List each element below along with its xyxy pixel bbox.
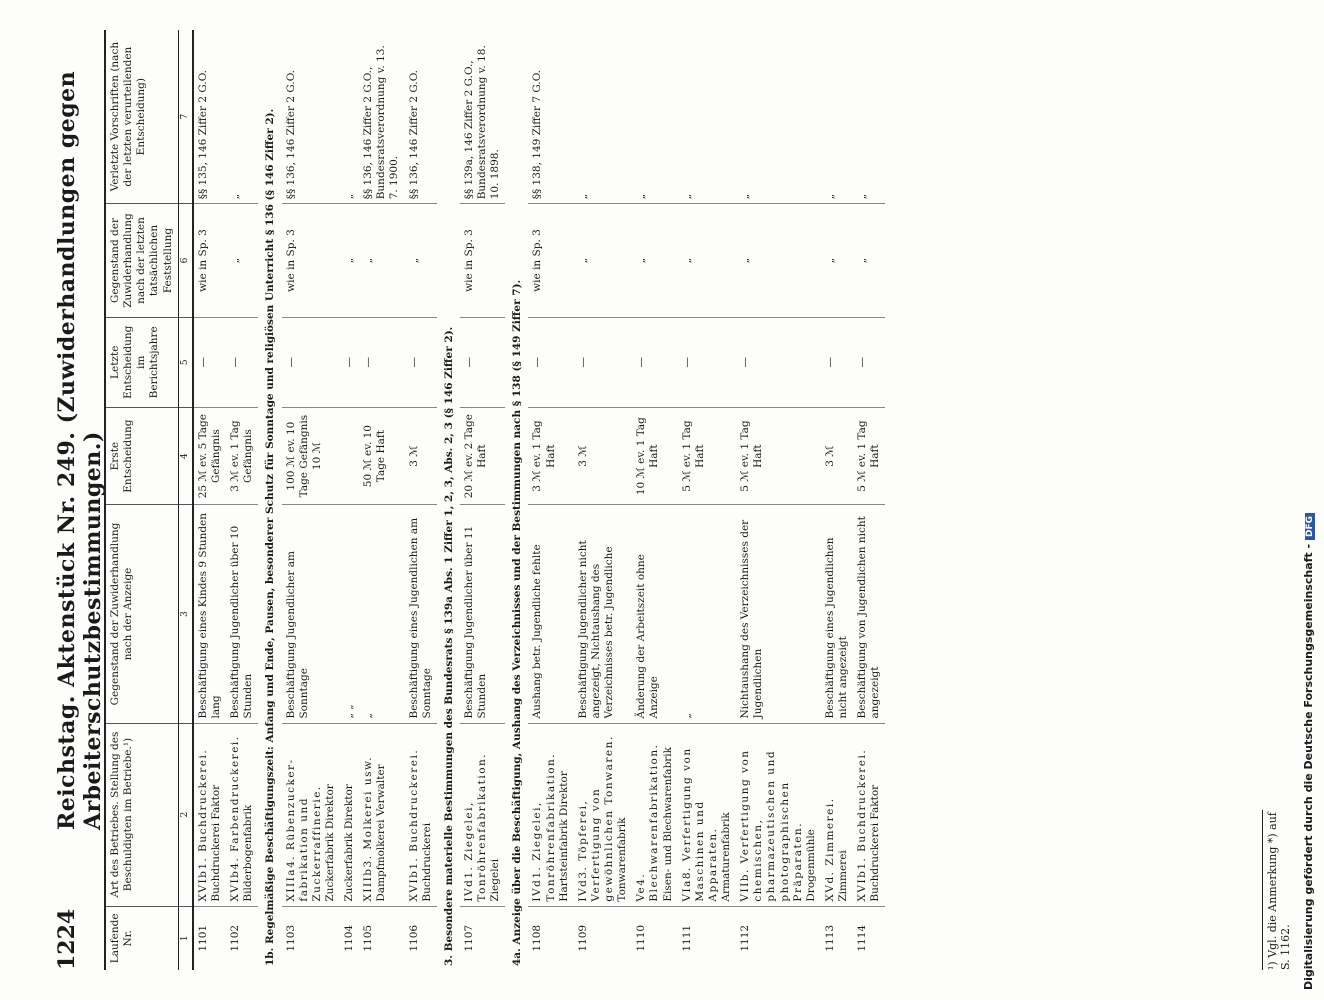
section-heading-row [505,30,528,970]
industry-group: XVIb1. Buchdruckerei. [196,748,209,902]
cell-vorschr: „ [736,30,821,204]
cell-nr: 1114 [856,924,869,952]
cell-letzte: — [359,317,404,407]
col-number: 3 [178,505,193,723]
cell-nr: 1113 [823,924,836,952]
page-number: 1224 [54,908,80,970]
table-row [574,30,633,970]
col-header-vorschr: Verletzte Vorschriften (nach der letzten verurteilenden Entscheidung) [105,30,178,204]
cell-art [853,723,885,906]
col-header-nr: Laufende Nr. [105,906,178,970]
table-row [282,30,341,970]
cell-festst: „ [359,204,404,317]
cell-letzte: — [853,317,885,407]
violations-table [104,30,885,970]
table-body [193,30,886,970]
cell-erste: 25 ℳ ev. 5 Tage Gefängnis [193,407,226,505]
cell-vorschr: „ [821,30,853,204]
cell-nr: 1111 [680,924,693,952]
section-heading: 1b. Regelmäßige Beschäftigungszeit: Anfang und Ende, Pausen, besonderer Schutz für Sonntage und religiösen Unterricht § 136 (§ 146 Ziffer 2). [264,108,277,966]
page-title: Reichstag. Aktenstück Nr. 249. (Zuwiderhandlungen gegen Arbeiterschutzbestimmungen.) [54,70,106,830]
cell-festst: „ [405,204,437,317]
business-type: Dampfmolkerei Verwalter [375,764,388,902]
table-row [632,30,677,970]
cell-art [736,723,821,906]
cell-erste: 3 ℳ [405,407,437,505]
cell-gegenstand: Beschäftigung von Jugendlichen nicht angezeigt [853,505,885,723]
cell-vorschr: §§ 136, 146 Ziffer 2 G.O. [405,30,437,204]
business-type: Tonwarenfabrik [616,817,629,902]
cell-letzte: — [821,317,853,407]
cell-vorschr: „ [853,30,885,204]
business-type: Drogenmühle [804,829,817,902]
cell-festst: wie in Sp. 3 [528,204,573,317]
cell-art [359,723,404,906]
cell-art [632,723,677,906]
cell-gegenstand: Beschäftigung Jugendlicher über 11 Stunden [460,505,505,723]
business-type: Buchdruckerei [420,822,433,902]
cell-gegenstand: Beschäftigung eines Jugendlichen am Sonntage [405,505,437,723]
cell-gegenstand: Beschäftigung Jugendlicher über 10 Stunden [226,505,258,723]
col-number: 7 [178,30,193,204]
cell-letzte: — [736,317,821,407]
cell-gegenstand: Beschäftigung eines Kindes 9 Stunden lang [193,505,226,723]
cell-letzte: — [460,317,505,407]
col-header-gegenstand: Gegenstand der Zuwiderhandlung nach der Anzeige [105,505,178,723]
table-row [226,30,258,970]
rotated-document [42,20,1312,980]
cell-art [528,723,573,906]
dfg-logo: DFG [1305,513,1315,540]
cell-erste: 50 ℳ ev. 10 Tage Haft [359,407,404,505]
industry-group: Ve4. Blechwarenfabrikation. [635,743,661,902]
cell-gegenstand: Aushang betr. Jugendliche fehlte [528,505,573,723]
cell-vorschr: „ [226,30,258,204]
cell-nr: 1106 [407,924,420,952]
cell-festst: „ [340,204,359,317]
section-heading-row [437,30,460,970]
cell-erste: 5 ℳ ev. 1 Tag Haft [678,407,737,505]
cell-gegenstand: Änderung der Arbeitszeit ohne Anzeige [632,505,677,723]
cell-festst: „ [574,204,633,317]
section-heading: 4a. Anzeige über die Beschäftigung, Aushang des Verzeichnisses und der Bestimmungen nach § 138 (§ 149 Ziffer 7). [511,279,524,966]
footer-text: Digitalisierung gefördert durch die Deutsche Forschungsgemeinschaft - [1302,543,1315,990]
col-number: 6 [178,204,193,317]
cell-gegenstand: „ [359,505,404,723]
table-header-row [105,30,178,970]
cell-art [193,723,226,906]
cell-vorschr: §§ 139a, 146 Ziffer 2 G.O., Bundesratsverordnung v. 18. 10. 1898. [460,30,505,204]
col-number: 5 [178,317,193,407]
industry-group: XIIIb3. Molkerei usw. [362,755,375,902]
industry-group: XIIIa4. Rübenzucker- fabrikation und Zuckerraffinerie. [284,758,323,902]
footer-text-wrapper [1302,10,1322,990]
business-type: Zuckerfabrik Direktor [323,784,336,902]
cell-vorschr: §§ 136, 146 Ziffer 2 G.O., Bundesratsverordnung v. 13. 7. 1900. [359,30,404,204]
cell-letzte: — [405,317,437,407]
col-number: 4 [178,407,193,505]
cell-festst: wie in Sp. 3 [282,204,341,317]
cell-festst: wie in Sp. 3 [460,204,505,317]
col-header-letzte: Letzte Entscheidung im Berichtsjahre [105,317,178,407]
table-row [528,30,573,970]
industry-group: VIa8. Verfertigung von Maschinen und Apparaten. [680,747,719,902]
industry-group: XVIb4. Farbendruckerei. [229,735,242,902]
cell-letzte: — [678,317,737,407]
business-type: Zimmerei [837,850,849,902]
table-row [405,30,437,970]
cell-nr: 1107 [462,924,475,952]
cell-art [574,723,633,906]
cell-letzte: — [528,317,573,407]
table-row [340,30,359,970]
cell-festst: „ [853,204,885,317]
cell-erste: 10 ℳ ev. 1 Tag Haft [632,407,677,505]
cell-art [821,723,853,906]
cell-erste: 5 ℳ ev. 1 Tag Haft [853,407,885,505]
cell-nr: 1110 [635,924,648,952]
industry-group: IVd3. Töpferei, Verfertigung von gewöhnlichen Tonwaren. [576,735,615,902]
business-type: Armaturenfabrik [720,812,732,902]
cell-gegenstand: „ „ [340,505,359,723]
col-header-festst: Gegenstand der Zuwiderhandlung nach der letzten tatsächlichen Feststellung [105,204,178,317]
cell-nr: 1102 [229,924,242,952]
cell-vorschr: §§ 135, 146 Ziffer 2 G.O. [193,30,226,204]
section-heading: 3. Besondere materielle Bestimmungen des Bundesrats § 139a Abs. 1 Ziffer 1, 2, 3, Abs. 2, 3 (§ 146 Ziffer 2). [442,326,455,966]
section-heading-row [258,30,281,970]
business-type: Bilderbogenfabrik [242,804,255,902]
cell-letzte: — [574,317,633,407]
cell-letzte: — [340,317,359,407]
cell-vorschr: „ [574,30,633,204]
cell-nr: 1105 [362,924,375,952]
cell-nr: 1109 [576,924,589,952]
cell-art [282,723,341,906]
cell-erste: 5 ℳ ev. 1 Tag Haft [736,407,821,505]
cell-vorschr: „ [340,30,359,204]
business-type: Ziegelei [489,858,502,902]
table-row [359,30,404,970]
cell-vorschr: §§ 136, 146 Ziffer 2 G.O. [282,30,341,204]
cell-nr: 1103 [284,924,297,952]
cell-festst: „ [632,204,677,317]
business-type: Buchdruckerei Faktor [210,784,222,902]
cell-erste: 3 ℳ [574,407,633,505]
industry-group: XVIb1. Buchdruckerei. [407,748,420,902]
industry-group: XVd. Zimmerei. [823,797,836,902]
cell-letzte: — [282,317,341,407]
cell-erste: 20 ℳ ev. 2 Tage Haft [460,407,505,505]
table-row [193,30,226,970]
business-type: Eisen- und Blechwarenfabrik [661,746,674,902]
cell-nr: 1101 [196,924,209,952]
industry-group: XVIb1. Buchdruckerei. [856,748,869,902]
cell-letzte: — [226,317,258,407]
cell-gegenstand: Beschäftigung Jugendlicher am Sonntage [282,505,341,723]
cell-art [460,723,505,906]
cell-gegenstand: „ [678,505,737,723]
table-row [678,30,737,970]
table-row [853,30,885,970]
cell-festst: „ [226,204,258,317]
digitization-footer [1300,10,1320,1000]
table-row [821,30,853,970]
col-header-art: Art des Betriebes. Stellung des Beschuldigten im Betriebe.¹) [105,723,178,906]
cell-vorschr: „ [678,30,737,204]
cell-nr: 1104 [343,924,355,952]
cell-nr: 1108 [531,924,544,952]
page-header [54,30,106,970]
cell-art [340,723,359,906]
industry-group: IVd1. Ziegelei, Tonröhrenfabrikation. [462,752,488,902]
cell-festst: „ [736,204,821,317]
cell-nr: 1112 [739,924,752,952]
col-header-erste: Erste Entscheidung [105,407,178,505]
cell-erste: 3 ℳ ev. 1 Tag Gefängnis [226,407,258,505]
business-type: Buchdruckerei Faktor [869,784,882,902]
cell-art [226,723,258,906]
cell-vorschr: „ [632,30,677,204]
cell-gegenstand: Nichtaushang des Verzeichnisses der Jugendlichen [736,505,821,723]
cell-letzte: — [193,317,226,407]
cell-erste: 100 ℳ ev. 10 Tage Gefängnis 10 ℳ [282,407,341,505]
business-type: Hartsteinfabrik Direktor [557,771,570,902]
cell-erste [340,407,359,505]
cell-festst: „ [678,204,737,317]
cell-art [405,723,437,906]
business-type: Zuckerfabrik Direktor [343,784,355,902]
cell-festst: wie in Sp. 3 [193,204,226,317]
industry-group: IVd1. Ziegelei, Tonröhrenfabrikation. [531,752,557,902]
table-row [736,30,821,970]
table-row [460,30,505,970]
cell-vorschr: §§ 138, 149 Ziffer 7 G.O. [528,30,573,204]
cell-festst: „ [821,204,853,317]
cell-gegenstand: Beschäftigung eines Jugendlichen nicht angezeigt [821,505,853,723]
col-number: 2 [178,723,193,906]
col-number: 1 [178,906,193,970]
column-number-row [178,30,193,970]
cell-erste: 3 ℳ [821,407,853,505]
cell-letzte: — [632,317,677,407]
cell-art [678,723,737,906]
footnote: ¹) Vgl. die Anmerkung *) auf S. 1162. [1262,810,1292,970]
cell-gegenstand: Beschäftigung Jugendlicher nicht angezeigt, Nichtaushang des Verzeichnisses betr. Jugendliche [574,505,633,723]
industry-group: VIIb. Verfertigung von chemischen, pharmazeutischen und photographischen Präparaten. [739,749,804,902]
cell-erste: 3 ℳ ev. 1 Tag Haft [528,407,573,505]
